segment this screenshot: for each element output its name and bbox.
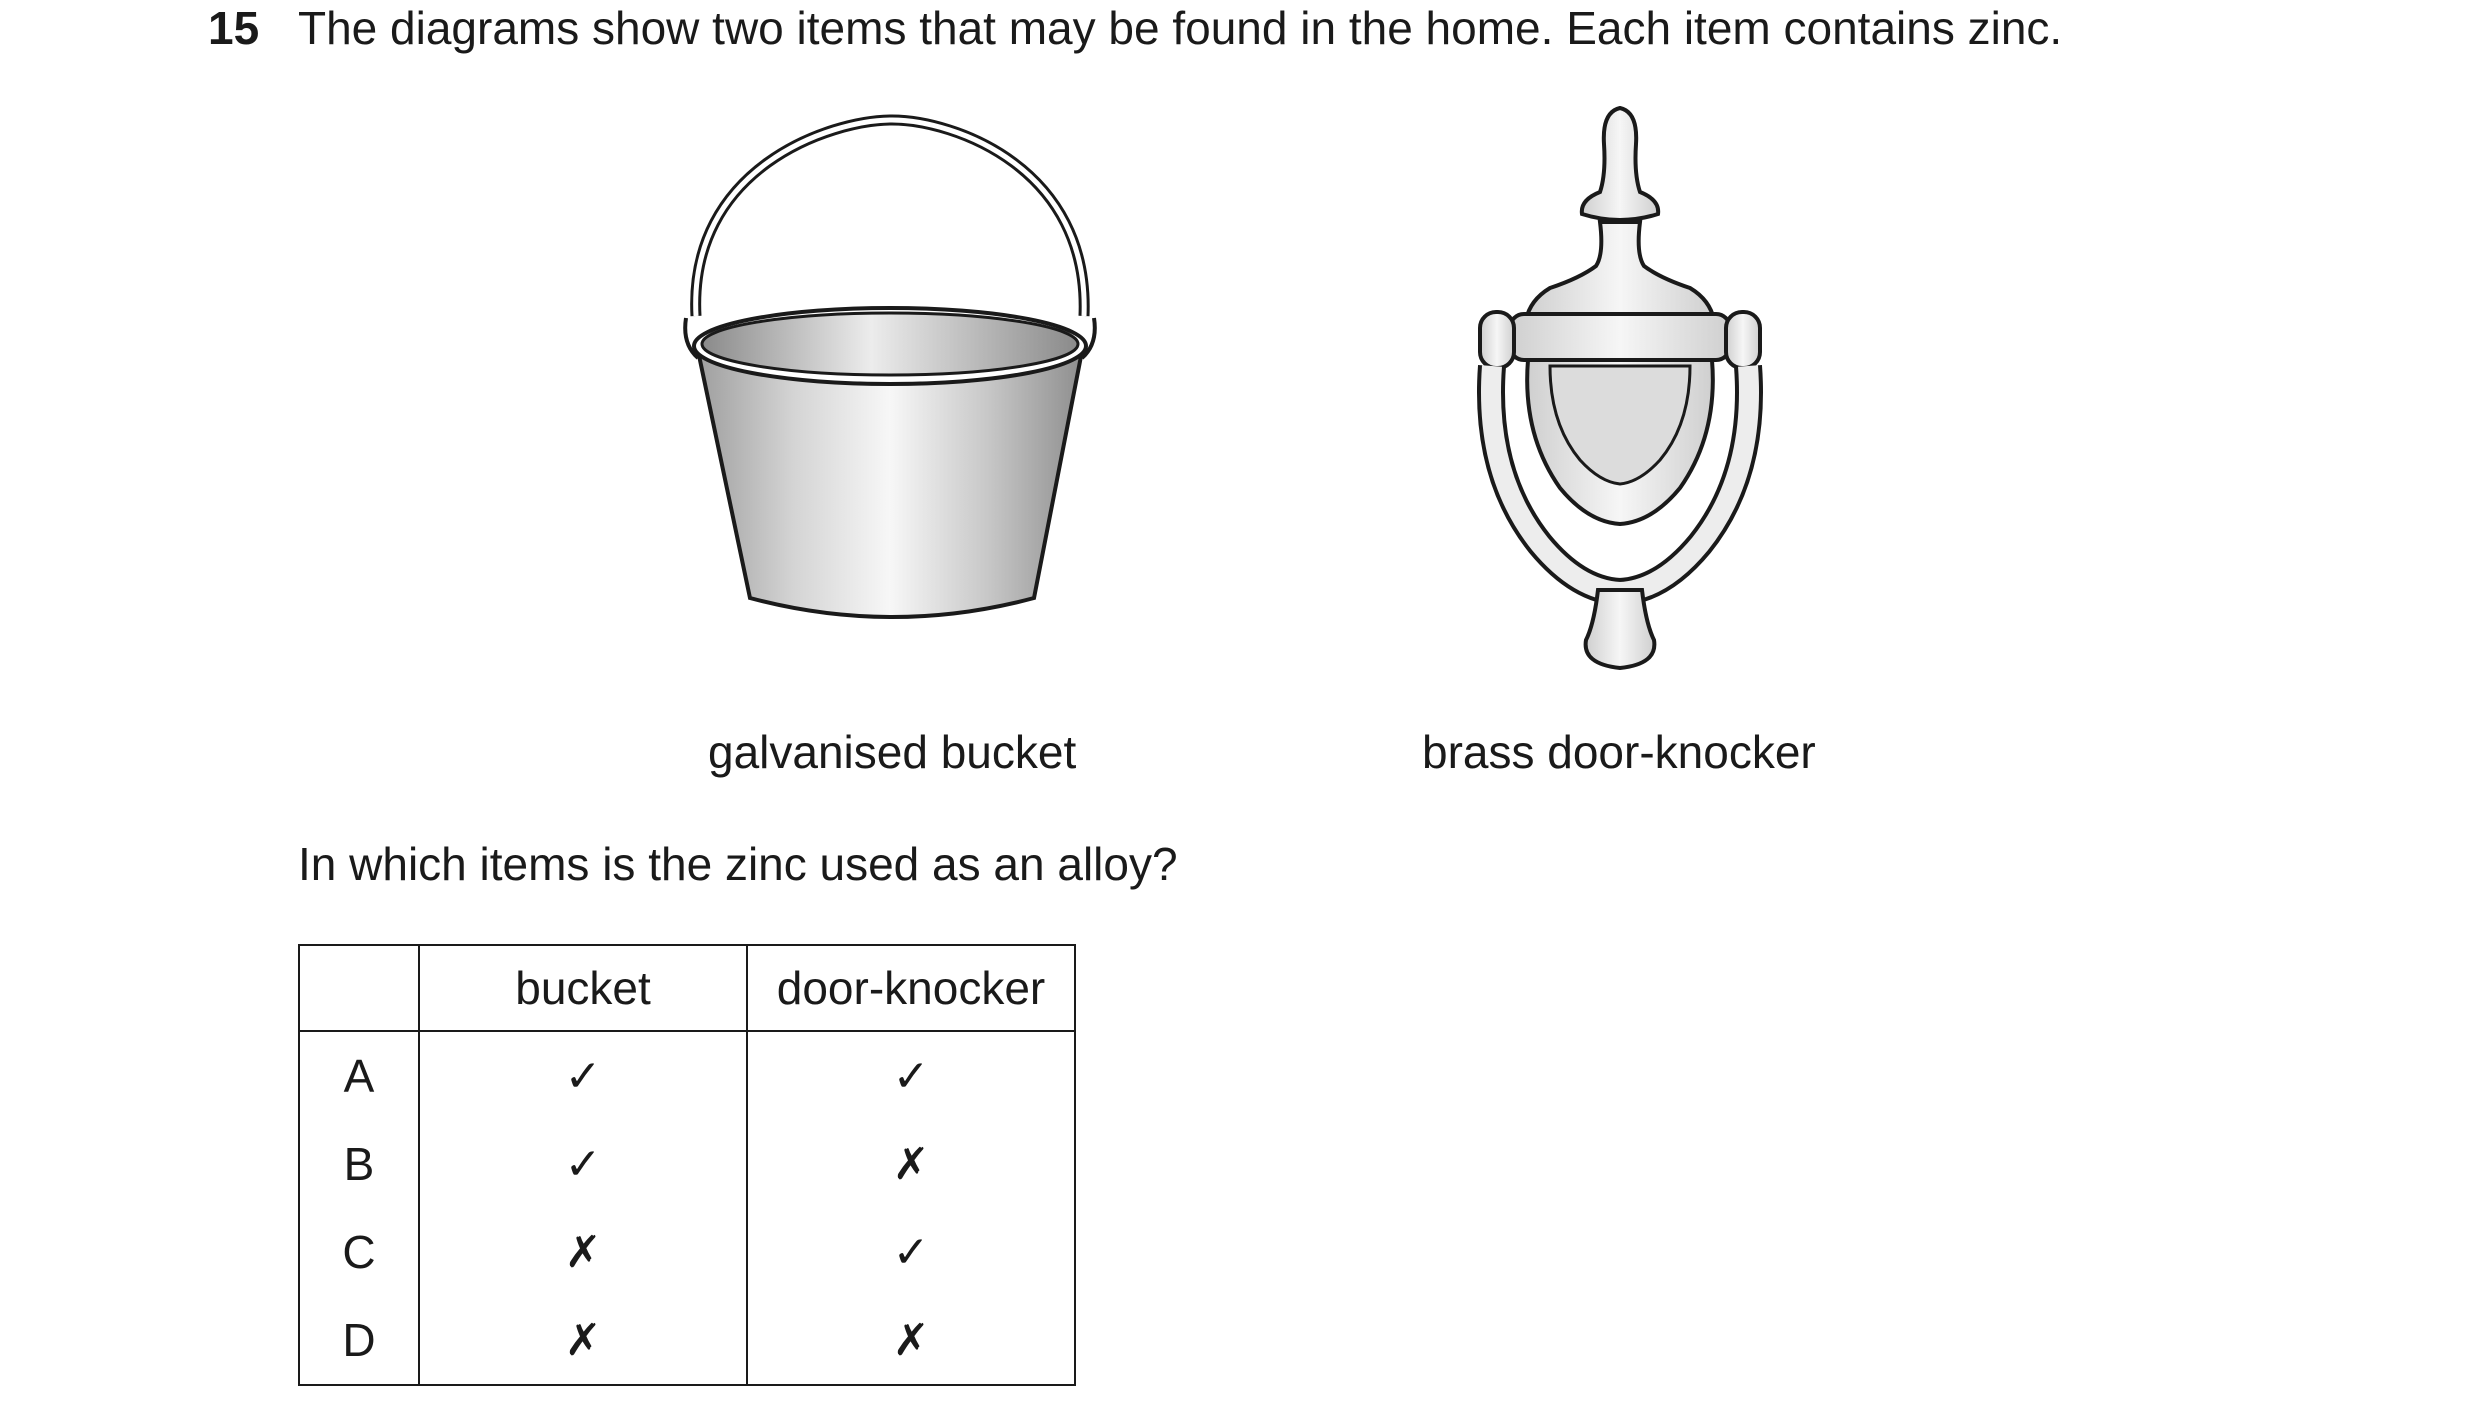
option-key: A: [299, 1031, 419, 1120]
header-bucket: bucket: [419, 945, 747, 1031]
header-key: [299, 945, 419, 1031]
question-text: The diagrams show two items that may be found in the home. Each item contains zinc.: [298, 2, 2063, 54]
door-knocker-icon: [1470, 104, 1770, 674]
table-row: [299, 1208, 1075, 1296]
header-door-knocker: door-knocker: [747, 945, 1075, 1031]
option-key: D: [299, 1296, 419, 1385]
question-prompt: In which items is the zinc used as an alloy?: [298, 838, 1178, 890]
bucket-icon: [680, 108, 1100, 648]
table-row: [299, 1031, 1075, 1120]
table-row: [299, 1296, 1075, 1385]
door-knocker-caption: brass door-knocker: [1422, 726, 1816, 778]
bucket-caption: galvanised bucket: [708, 726, 1077, 778]
door-knocker-figure: [1470, 104, 1770, 674]
bucket-mark: ✗: [419, 1208, 747, 1296]
option-key: B: [299, 1120, 419, 1208]
answer-table: [298, 944, 1076, 1386]
bucket-figure: [680, 108, 1100, 648]
table-row: [299, 1120, 1075, 1208]
question-number: 15: [208, 2, 260, 54]
door-knocker-mark: ✗: [747, 1296, 1075, 1385]
door-knocker-mark: ✓: [747, 1031, 1075, 1120]
bucket-mark: ✓: [419, 1120, 747, 1208]
door-knocker-mark: ✗: [747, 1120, 1075, 1208]
table-header-row: [299, 945, 1075, 1031]
option-key: C: [299, 1208, 419, 1296]
bucket-mark: ✓: [419, 1031, 747, 1120]
bucket-mark: ✗: [419, 1296, 747, 1385]
door-knocker-mark: ✓: [747, 1208, 1075, 1296]
